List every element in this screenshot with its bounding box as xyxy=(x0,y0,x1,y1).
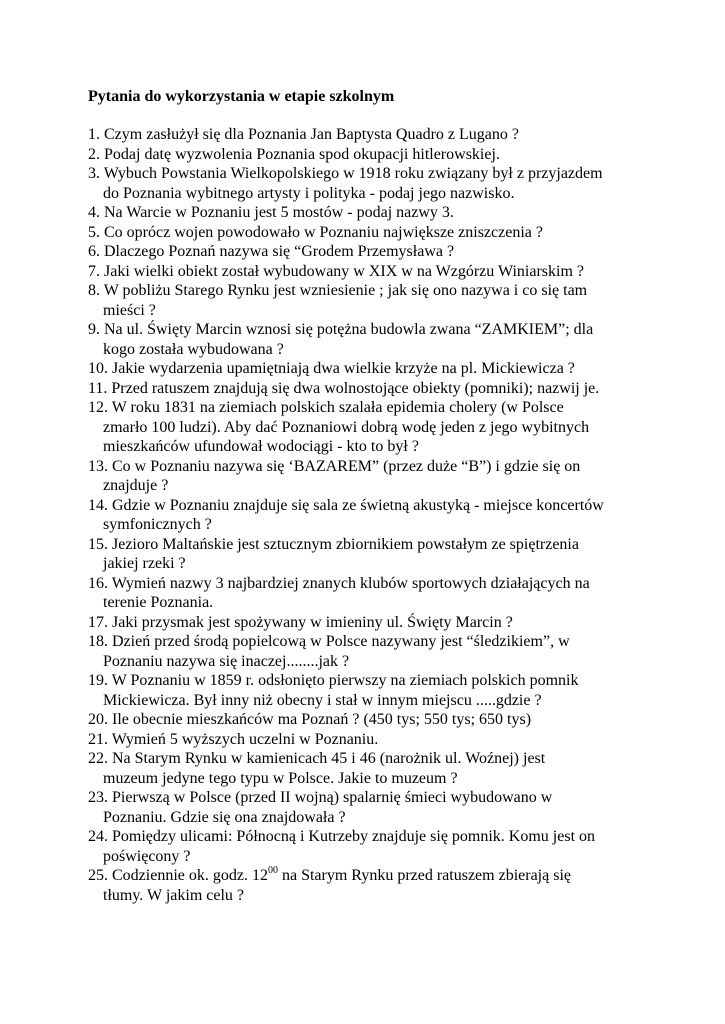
question-line xyxy=(88,827,648,847)
question-text: Gdzie w Poznaniu znajduje się sala ze świetną akustyką - miejsce koncertów xyxy=(112,496,604,514)
question-text: Jezioro Maltańskie jest sztucznym zbiornikiem powstałym ze spiętrzenia xyxy=(112,535,579,553)
question-number: 8. xyxy=(88,282,100,299)
question-item xyxy=(88,613,648,633)
question-line xyxy=(88,379,648,399)
question-continuation-line xyxy=(88,652,648,672)
question-text: W Poznaniu w 1859 r. odsłonięto pierwszy na ziemiach polskich pomnik xyxy=(111,672,579,689)
question-continuation-line xyxy=(88,593,648,613)
question-item xyxy=(88,730,648,750)
document-title: Pytania do wykorzystania w etapie szkolnym xyxy=(88,88,395,105)
question-text: mieści ? xyxy=(103,301,156,319)
question-list xyxy=(88,125,648,905)
question-continuation-line xyxy=(88,886,648,906)
question-text: Dlaczego Poznań nazywa się “Grodem Przemysława ? xyxy=(104,243,455,260)
question-item xyxy=(88,164,648,203)
question-item xyxy=(88,710,648,730)
question-text: terenie Poznania. xyxy=(103,594,214,611)
question-continuation-line xyxy=(88,769,648,789)
question-text: symfonicznych ? xyxy=(103,516,212,533)
question-item xyxy=(88,632,648,671)
question-line xyxy=(88,574,648,594)
question-text: Na Starym Rynku w kamienicach 45 i 46 (narożnik ul. Woźnej) jest xyxy=(112,750,546,767)
question-continuation-line xyxy=(88,847,648,867)
question-text: Pierwszą w Polsce (przed II wojną) spalarnię śmieci wybudowano w xyxy=(112,789,553,806)
question-line xyxy=(88,866,648,886)
question-line xyxy=(88,730,648,750)
question-text: Na Warcie w Poznaniu jest 5 mostów - podaj nazwy 3. xyxy=(104,204,454,221)
question-continuation-line xyxy=(88,418,648,438)
question-line xyxy=(88,398,648,418)
question-number: 5. xyxy=(88,223,100,241)
question-text: W pobliżu Starego Rynku jest wzniesienie ; jak się ono nazywa i co się tam xyxy=(103,282,588,299)
question-item xyxy=(88,574,648,613)
question-number: 17. xyxy=(88,613,108,631)
question-number: 18. xyxy=(88,633,108,650)
question-number: 14. xyxy=(88,496,108,514)
question-text: Mickiewicza. Był inny niż obecny i stał w innym miejscu .....gdzie ? xyxy=(103,691,542,709)
question-line xyxy=(88,613,648,633)
question-text: Czym zasłużył się dla Poznania Jan Baptysta Quadro z Lugano ? xyxy=(104,126,519,143)
question-number: 20. xyxy=(88,711,108,728)
question-text: Wymień nazwy 3 najbardziej znanych klubów sportowych działających na xyxy=(111,574,590,592)
question-line xyxy=(88,164,648,184)
question-item xyxy=(88,788,648,827)
question-item xyxy=(88,535,648,574)
question-continuation-line xyxy=(88,691,648,711)
question-continuation-line xyxy=(88,340,648,360)
question-item xyxy=(88,320,648,359)
question-line xyxy=(88,281,648,301)
question-text: Poznaniu nazywa się inaczej........jak ? xyxy=(103,652,350,670)
question-text: poświęcony ? xyxy=(103,847,191,865)
time-superscript: 00 xyxy=(267,864,278,876)
question-number: 1. xyxy=(88,126,100,143)
question-number: 12. xyxy=(88,399,108,416)
question-line xyxy=(88,632,648,652)
question-number: 9. xyxy=(88,321,100,338)
question-text: do Poznania wybitnego artysty i polityka - podaj jego nazwisko. xyxy=(103,184,515,202)
question-number: 2. xyxy=(88,145,100,163)
question-number: 10. xyxy=(88,360,108,377)
question-text: Co oprócz wojen powodowało w Poznaniu największe zniszczenia ? xyxy=(104,223,543,241)
question-line xyxy=(88,457,648,477)
question-text: Poznaniu. Gdzie się ona znajdowała ? xyxy=(103,808,346,826)
question-line xyxy=(88,710,648,730)
question-number: 25. xyxy=(88,867,108,884)
question-item xyxy=(88,359,648,379)
question-line xyxy=(88,320,648,340)
question-line xyxy=(88,359,648,379)
question-item xyxy=(88,457,648,496)
question-line xyxy=(88,125,648,145)
question-number: 6. xyxy=(88,243,100,260)
question-line xyxy=(88,788,648,808)
question-continuation-line xyxy=(88,437,648,457)
question-text: Przed ratuszem znajdują się dwa wolnostojące obiekty (pomniki); nazwij je. xyxy=(111,379,600,397)
question-continuation-line xyxy=(88,184,648,204)
question-text: zmarło 100 ludzi). Aby dać Poznaniowi dobrą wodę jeden z jego wybitnych xyxy=(103,418,590,436)
question-text: Pomiędzy ulicami: Północną i Kutrzeby znajduje się pomnik. Komu jest on xyxy=(112,828,596,845)
question-item xyxy=(88,145,648,165)
question-item xyxy=(88,281,648,320)
question-text: kogo została wybudowana ? xyxy=(103,340,284,358)
question-number: 13. xyxy=(88,457,108,475)
question-line xyxy=(88,145,648,165)
question-continuation-line xyxy=(88,808,648,828)
question-text: Jakie wydarzenia upamiętniają dwa wielkie krzyże na pl. Mickiewicza ? xyxy=(112,360,575,377)
question-number: 11. xyxy=(88,379,108,397)
question-text: Wybuch Powstania Wielkopolskiego w 1918 roku związany był z przyjazdem xyxy=(103,165,603,182)
question-item xyxy=(88,398,648,457)
question-number: 16. xyxy=(88,574,108,592)
question-text: Co w Poznaniu nazywa się ‘BAZAREM” (przez duże “B”) i gdzie się on xyxy=(112,457,581,475)
question-number: 7. xyxy=(88,262,100,280)
question-number: 15. xyxy=(88,535,108,553)
question-number: 22. xyxy=(88,750,108,767)
question-line xyxy=(88,671,648,691)
question-number: 21. xyxy=(88,730,108,748)
question-item xyxy=(88,379,648,399)
question-line xyxy=(88,749,648,769)
question-item xyxy=(88,203,648,223)
question-item xyxy=(88,827,648,866)
question-continuation-line xyxy=(88,476,648,496)
question-continuation-line xyxy=(88,301,648,321)
question-text: Wymień 5 wyższych uczelni w Poznaniu. xyxy=(111,730,379,748)
question-text: Dzień przed środą popielcową w Polsce nazywany jest “śledzikiem”, w xyxy=(112,633,570,650)
question-line xyxy=(88,242,648,262)
question-line xyxy=(88,496,648,516)
question-line xyxy=(88,262,648,282)
question-number: 23. xyxy=(88,789,108,806)
question-text: na Starym Rynku przed ratuszem zbierają się xyxy=(277,867,571,884)
question-text: Podaj datę wyzwolenia Poznania spod okupacji hitlerowskiej. xyxy=(104,145,500,163)
question-text: mieszkańców ufundował wodociągi - kto to był ? xyxy=(103,438,419,455)
question-text: Jaki przysmak jest spożywany w imieniny ul. Święty Marcin ? xyxy=(112,613,513,631)
question-item xyxy=(88,262,648,282)
question-number: 3. xyxy=(88,165,100,182)
question-continuation-line xyxy=(88,515,648,535)
question-line xyxy=(88,535,648,555)
question-item xyxy=(88,671,648,710)
question-item xyxy=(88,242,648,262)
question-line xyxy=(88,203,648,223)
question-number: 19. xyxy=(88,672,108,689)
question-text: Na ul. Święty Marcin wznosi się potężna budowla zwana “ZAMKIEM”; dla xyxy=(104,321,594,338)
question-text: Ile obecnie mieszkańców ma Poznań ? (450 tys; 550 tys; 650 tys) xyxy=(112,711,532,728)
question-text: W roku 1831 na ziemiach polskich szalała epidemia cholery (w Polsce xyxy=(111,399,564,416)
question-item xyxy=(88,749,648,788)
question-item xyxy=(88,223,648,243)
question-text: tłumy. W jakim celu ? xyxy=(103,886,245,904)
question-number: 4. xyxy=(88,204,100,221)
question-number: 24. xyxy=(88,828,108,845)
question-text: Codziennie ok. godz. 12 xyxy=(112,867,268,884)
question-text: jakiej rzeki ? xyxy=(103,555,186,572)
question-text: muzeum jedyne tego typu w Polsce. Jakie to muzeum ? xyxy=(103,769,458,787)
question-item xyxy=(88,866,648,905)
question-continuation-line xyxy=(88,554,648,574)
question-text: Jaki wielki obiekt został wybudowany w XIX w na Wzgórzu Winiarskim ? xyxy=(104,262,584,280)
question-line xyxy=(88,223,648,243)
question-item xyxy=(88,496,648,535)
question-item xyxy=(88,125,648,145)
question-text: znajduje ? xyxy=(103,477,169,494)
